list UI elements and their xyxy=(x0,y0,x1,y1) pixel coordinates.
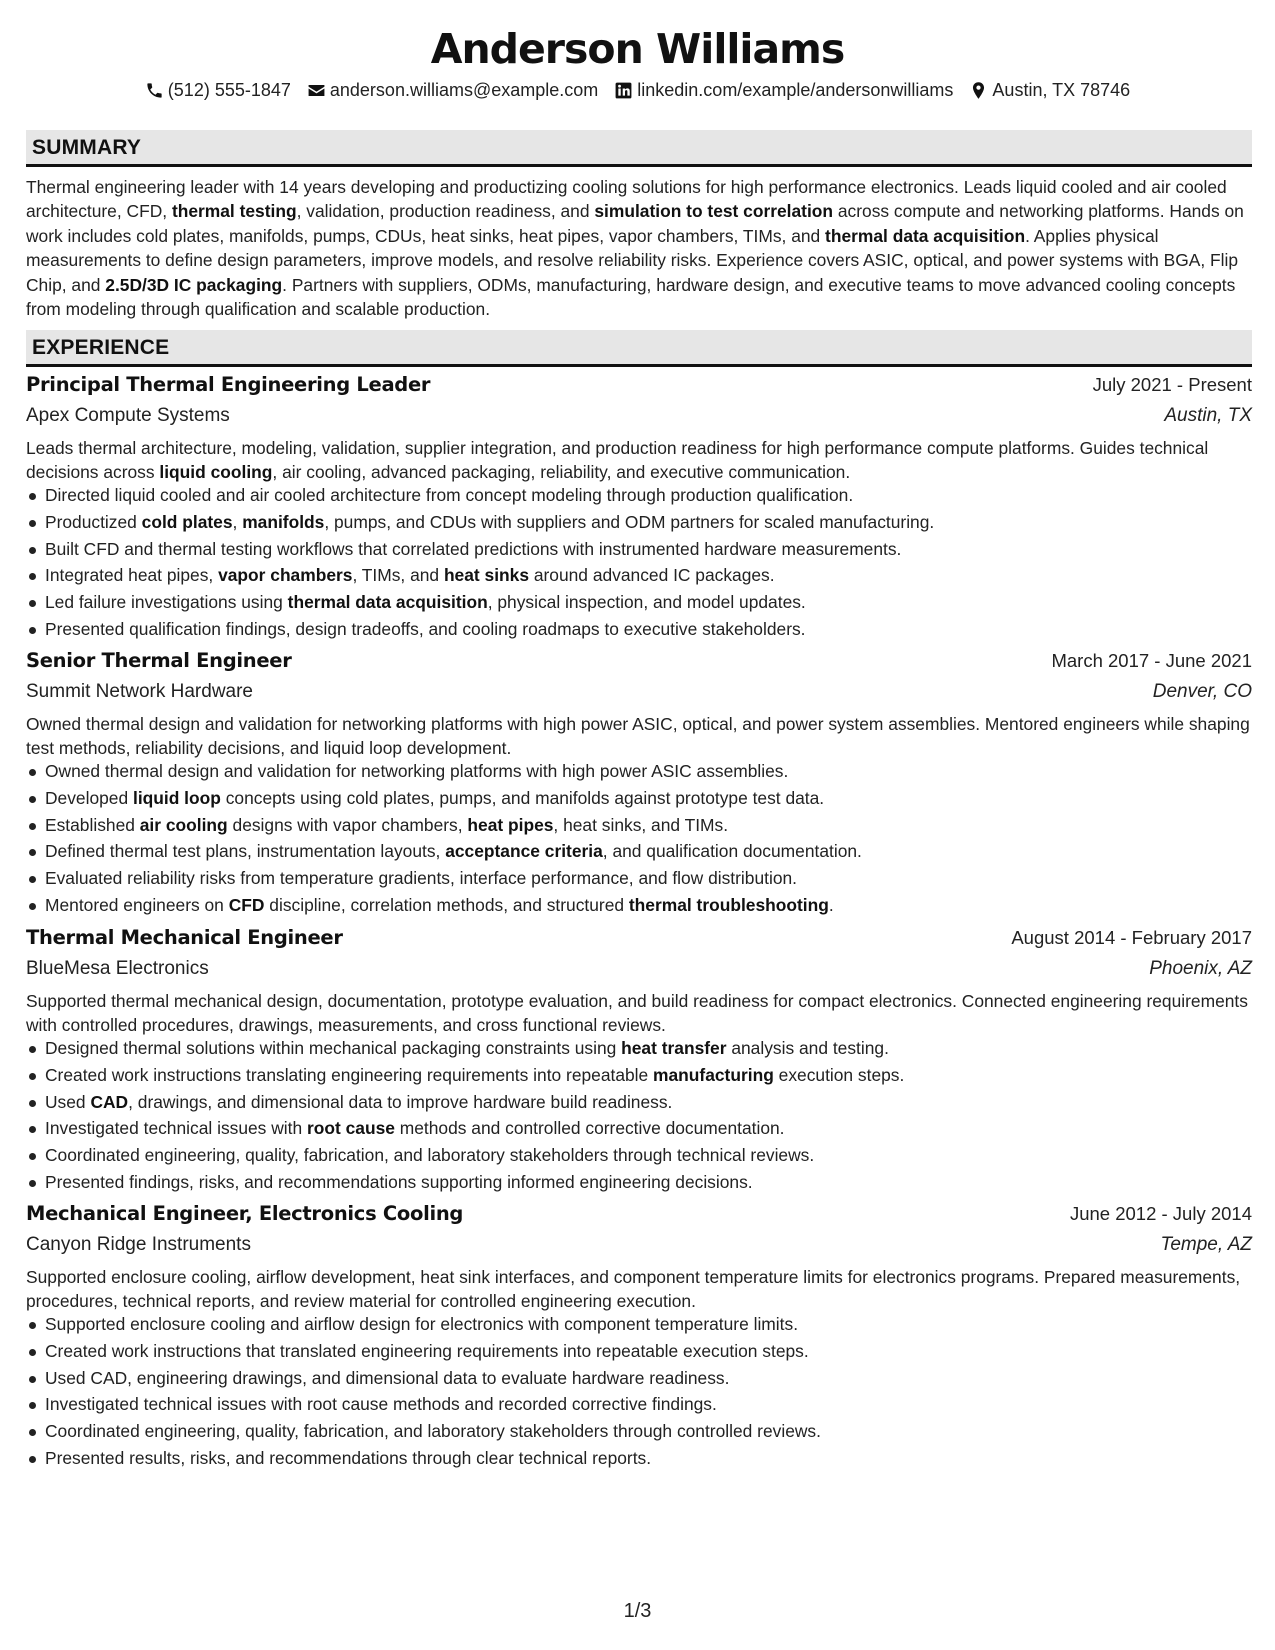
text-run: Owned thermal design and validation for networking platforms with high power ASIC, optical, and power system assemblies. Mentored engineers while shaping test methods, reliability decisions, and liquid loop development. xyxy=(26,714,1250,759)
bold-keyword: simulation to test correlation xyxy=(594,201,834,222)
text-run: Created work instructions that translated engineering requirements into repeatable execution steps. xyxy=(45,1340,809,1361)
page-number: 1/3 xyxy=(623,1600,652,1622)
bold-keyword: liquid cooling xyxy=(159,462,273,483)
bullet-item xyxy=(26,1418,1252,1445)
text-run: Used xyxy=(45,1091,91,1112)
text-run: Designed thermal solutions within mechanical packaging constraints using xyxy=(45,1038,622,1058)
text-run: , drawings, and dimensional data to improve hardware build readiness. xyxy=(128,1091,673,1112)
job-company: Summit Network Hardware xyxy=(26,681,253,702)
job-title: Mechanical Engineer, Electronics Cooling xyxy=(26,1202,464,1225)
bullet-item xyxy=(26,1391,1252,1418)
bold-keyword: heat sinks xyxy=(443,565,529,586)
bullet-item xyxy=(26,1142,1252,1169)
map-pin-icon xyxy=(969,81,988,100)
bold-keyword: thermal testing xyxy=(171,201,297,222)
text-run: Investigated technical issues with root cause methods and recorded corrective findings. xyxy=(45,1394,717,1415)
text-run: Leads thermal architecture, modeling, validation, supplier integration, and production readiness for high performance compute platforms. Guides technical decisions across xyxy=(26,438,1209,483)
text-run: concepts using cold plates, pumps, and manifolds against prototype test data. xyxy=(220,787,825,808)
bold-keyword: thermal data acquisition xyxy=(825,225,1026,246)
text-run: Coordinated engineering, quality, fabrication, and laboratory stakeholders through technical reviews. xyxy=(45,1145,815,1166)
text-run: Evaluated reliability risks from temperature gradients, interface performance, and flow distribution. xyxy=(45,868,798,889)
bullet-item xyxy=(26,1115,1252,1142)
bullet-item xyxy=(26,892,1252,919)
text-run: Developed xyxy=(45,787,133,808)
contact-bar xyxy=(0,79,1275,101)
bold-keyword: thermal data acquisition xyxy=(287,592,488,613)
text-run: Defined thermal test plans, instrumentation layouts, xyxy=(45,841,446,862)
envelope-icon xyxy=(307,81,326,100)
job-dates: March 2017 - June 2021 xyxy=(1051,650,1252,671)
text-run: execution steps. xyxy=(773,1064,905,1085)
bold-keyword: air cooling xyxy=(139,814,228,835)
text-run: . xyxy=(828,894,834,915)
bold-keyword: 2.5D/3D IC packaging xyxy=(105,274,283,295)
bullet-item xyxy=(26,1445,1252,1472)
text-run: . Applies physical measurements to define design parameters, improve models, and resolve reliability risks. Experience covers ASIC, optical, and power systems with BGA, Flip Chip, and xyxy=(26,225,1239,295)
bullet-item xyxy=(26,1062,1252,1089)
text-run: Mentored engineers on xyxy=(45,894,229,915)
text-run: Investigated technical issues with xyxy=(45,1118,307,1139)
contact-location-text: Austin, TX 78746 xyxy=(992,80,1131,100)
job-dates: July 2021 - Present xyxy=(1092,374,1252,395)
text-run: Coordinated engineering, quality, fabrication, and laboratory stakeholders through controlled reviews. xyxy=(45,1421,821,1442)
text-run: Supported thermal mechanical design, documentation, prototype evaluation, and build readiness for compact electronics. Connected engineering requirements with controlled procedures, drawings, measurements, and cross functional reviews. xyxy=(26,991,1248,1036)
text-run: Supported enclosure cooling, airflow development, heat sink interfaces, and component temperature limits for electronics programs. Prepared measurements, procedures, technical reports, and review material for controlled engineering execution. xyxy=(26,1267,1241,1312)
experience-section-header xyxy=(26,330,1252,367)
job-dates: June 2012 - July 2014 xyxy=(1069,1203,1252,1224)
job-description xyxy=(26,436,1252,485)
bullet-item xyxy=(26,1169,1252,1196)
bullet-item xyxy=(26,1035,1252,1062)
text-run: , air cooling, advanced packaging, reliability, and executive communication. xyxy=(272,462,851,483)
text-run: analysis and testing. xyxy=(726,1038,889,1058)
bullet-item xyxy=(26,616,1252,643)
text-run: across compute and networking platforms. Hands on work includes cold plates, manifolds, pumps, CDUs, heat sinks, heat pipes, vapor chambers, TIMs, and xyxy=(26,201,1244,246)
text-run: , pumps, and CDUs with suppliers and ODM partners for scaled manufacturing. xyxy=(324,511,935,532)
bullet-item xyxy=(26,536,1252,563)
job-location: Austin, TX xyxy=(1164,405,1252,426)
bullet-item xyxy=(26,758,1252,785)
job-title: Senior Thermal Engineer xyxy=(26,649,292,672)
text-run: , validation, production readiness, and xyxy=(296,201,595,222)
text-run: , TIMs, and xyxy=(352,565,444,586)
text-run: , and qualification documentation. xyxy=(602,841,862,862)
text-run: Created work instructions translating engineering requirements into repeatable xyxy=(45,1064,654,1085)
bold-keyword: CAD xyxy=(90,1091,129,1112)
summary-text xyxy=(26,175,1252,321)
bold-keyword: liquid loop xyxy=(132,787,221,808)
job-location: Tempe, AZ xyxy=(1160,1234,1252,1255)
text-run: Integrated heat pipes, xyxy=(45,565,219,586)
job-bullets xyxy=(26,482,1252,643)
bullet-item xyxy=(26,865,1252,892)
phone-icon xyxy=(145,81,164,100)
bullet-item xyxy=(26,812,1252,839)
bullet-item xyxy=(26,509,1252,536)
experience-heading: EXPERIENCE xyxy=(32,336,170,359)
job-company: BlueMesa Electronics xyxy=(26,958,209,979)
text-run: Supported enclosure cooling and airflow design for electronics with component temperature limits. xyxy=(45,1314,799,1334)
text-run: . Partners with suppliers, ODMs, manufacturing, hardware design, and executive teams to move advanced cooling concepts from modeling through qualification and scalable production. xyxy=(26,274,1236,320)
summary-heading: SUMMARY xyxy=(32,136,142,159)
text-run: Owned thermal design and validation for networking platforms with high power ASIC assemblies. xyxy=(45,761,789,781)
bold-keyword: manifolds xyxy=(242,511,325,532)
bold-keyword: thermal troubleshooting xyxy=(628,894,829,915)
job-description xyxy=(26,1265,1252,1314)
text-run: discipline, correlation methods, and structured xyxy=(264,894,629,915)
linkedin-icon xyxy=(614,81,633,100)
bullet-item xyxy=(26,1365,1252,1392)
bold-keyword: CFD xyxy=(228,894,265,915)
job-bullets xyxy=(26,1035,1252,1196)
bold-keyword: cold plates xyxy=(141,511,233,532)
job-bullets xyxy=(26,1311,1252,1472)
text-run: , xyxy=(232,511,243,532)
text-run: Presented findings, risks, and recommendations supporting informed engineering decisions. xyxy=(45,1171,753,1192)
contact-email[interactable] xyxy=(307,79,598,101)
text-run: methods and controlled corrective documentation. xyxy=(394,1118,785,1139)
text-run: around advanced IC packages. xyxy=(529,565,775,586)
text-run: , physical inspection, and model updates. xyxy=(487,592,806,613)
job-title: Thermal Mechanical Engineer xyxy=(26,926,343,949)
contact-linkedin-text: linkedin.com/example/andersonwilliams xyxy=(637,80,954,100)
bullet-item xyxy=(26,1089,1252,1116)
bullet-item xyxy=(26,562,1252,589)
bullet-item xyxy=(26,785,1252,812)
text-run: Presented results, risks, and recommendations through clear technical reports. xyxy=(45,1447,652,1468)
text-run: , heat sinks, and TIMs. xyxy=(553,814,729,835)
candidate-name: Anderson Williams xyxy=(430,25,845,73)
job-dates: August 2014 - February 2017 xyxy=(1011,927,1252,948)
bold-keyword: heat transfer xyxy=(621,1038,727,1058)
bold-keyword: root cause xyxy=(306,1118,395,1139)
contact-linkedin[interactable] xyxy=(614,79,953,101)
summary-section-header xyxy=(26,130,1252,167)
bullet-item xyxy=(26,1338,1252,1365)
text-run: Established xyxy=(45,814,140,835)
contact-phone xyxy=(145,79,291,101)
text-run: Built CFD and thermal testing workflows that correlated predictions with instrumented hardware measurements. xyxy=(45,538,902,559)
text-run: Led failure investigations using xyxy=(45,592,288,613)
bullet-item xyxy=(26,1311,1252,1338)
job-bullets xyxy=(26,758,1252,919)
bullet-item xyxy=(26,838,1252,865)
job-title: Principal Thermal Engineering Leader xyxy=(26,373,431,396)
job-company: Apex Compute Systems xyxy=(26,405,230,426)
bold-keyword: acceptance criteria xyxy=(445,841,603,862)
bold-keyword: vapor chambers xyxy=(218,565,353,586)
job-description xyxy=(26,989,1252,1038)
text-run: Thermal engineering leader with 14 years developing and productizing cooling solutions for high performance electronics. Leads liquid cooled and air cooled architecture, CFD, xyxy=(26,177,1227,222)
job-location: Phoenix, AZ xyxy=(1149,958,1252,979)
contact-email-text: anderson.williams@example.com xyxy=(329,80,599,100)
text-run: Presented qualification findings, design tradeoffs, and cooling roadmaps to executive stakeholders. xyxy=(45,618,806,639)
bullet-item xyxy=(26,482,1252,509)
job-description xyxy=(26,712,1252,761)
text-run: Productized xyxy=(45,511,142,532)
bullet-item xyxy=(26,589,1252,616)
text-run: Directed liquid cooled and air cooled architecture from concept modeling through production qualification. xyxy=(45,485,854,505)
text-run: designs with vapor chambers, xyxy=(227,814,468,835)
job-company: Canyon Ridge Instruments xyxy=(26,1234,251,1255)
contact-location xyxy=(969,79,1130,101)
contact-phone-text: (512) 555-1847 xyxy=(167,80,291,100)
job-location: Denver, CO xyxy=(1152,681,1252,702)
text-run: Used CAD, engineering drawings, and dimensional data to evaluate hardware readiness. xyxy=(45,1367,730,1388)
bold-keyword: heat pipes xyxy=(467,814,554,835)
bold-keyword: manufacturing xyxy=(653,1064,774,1085)
